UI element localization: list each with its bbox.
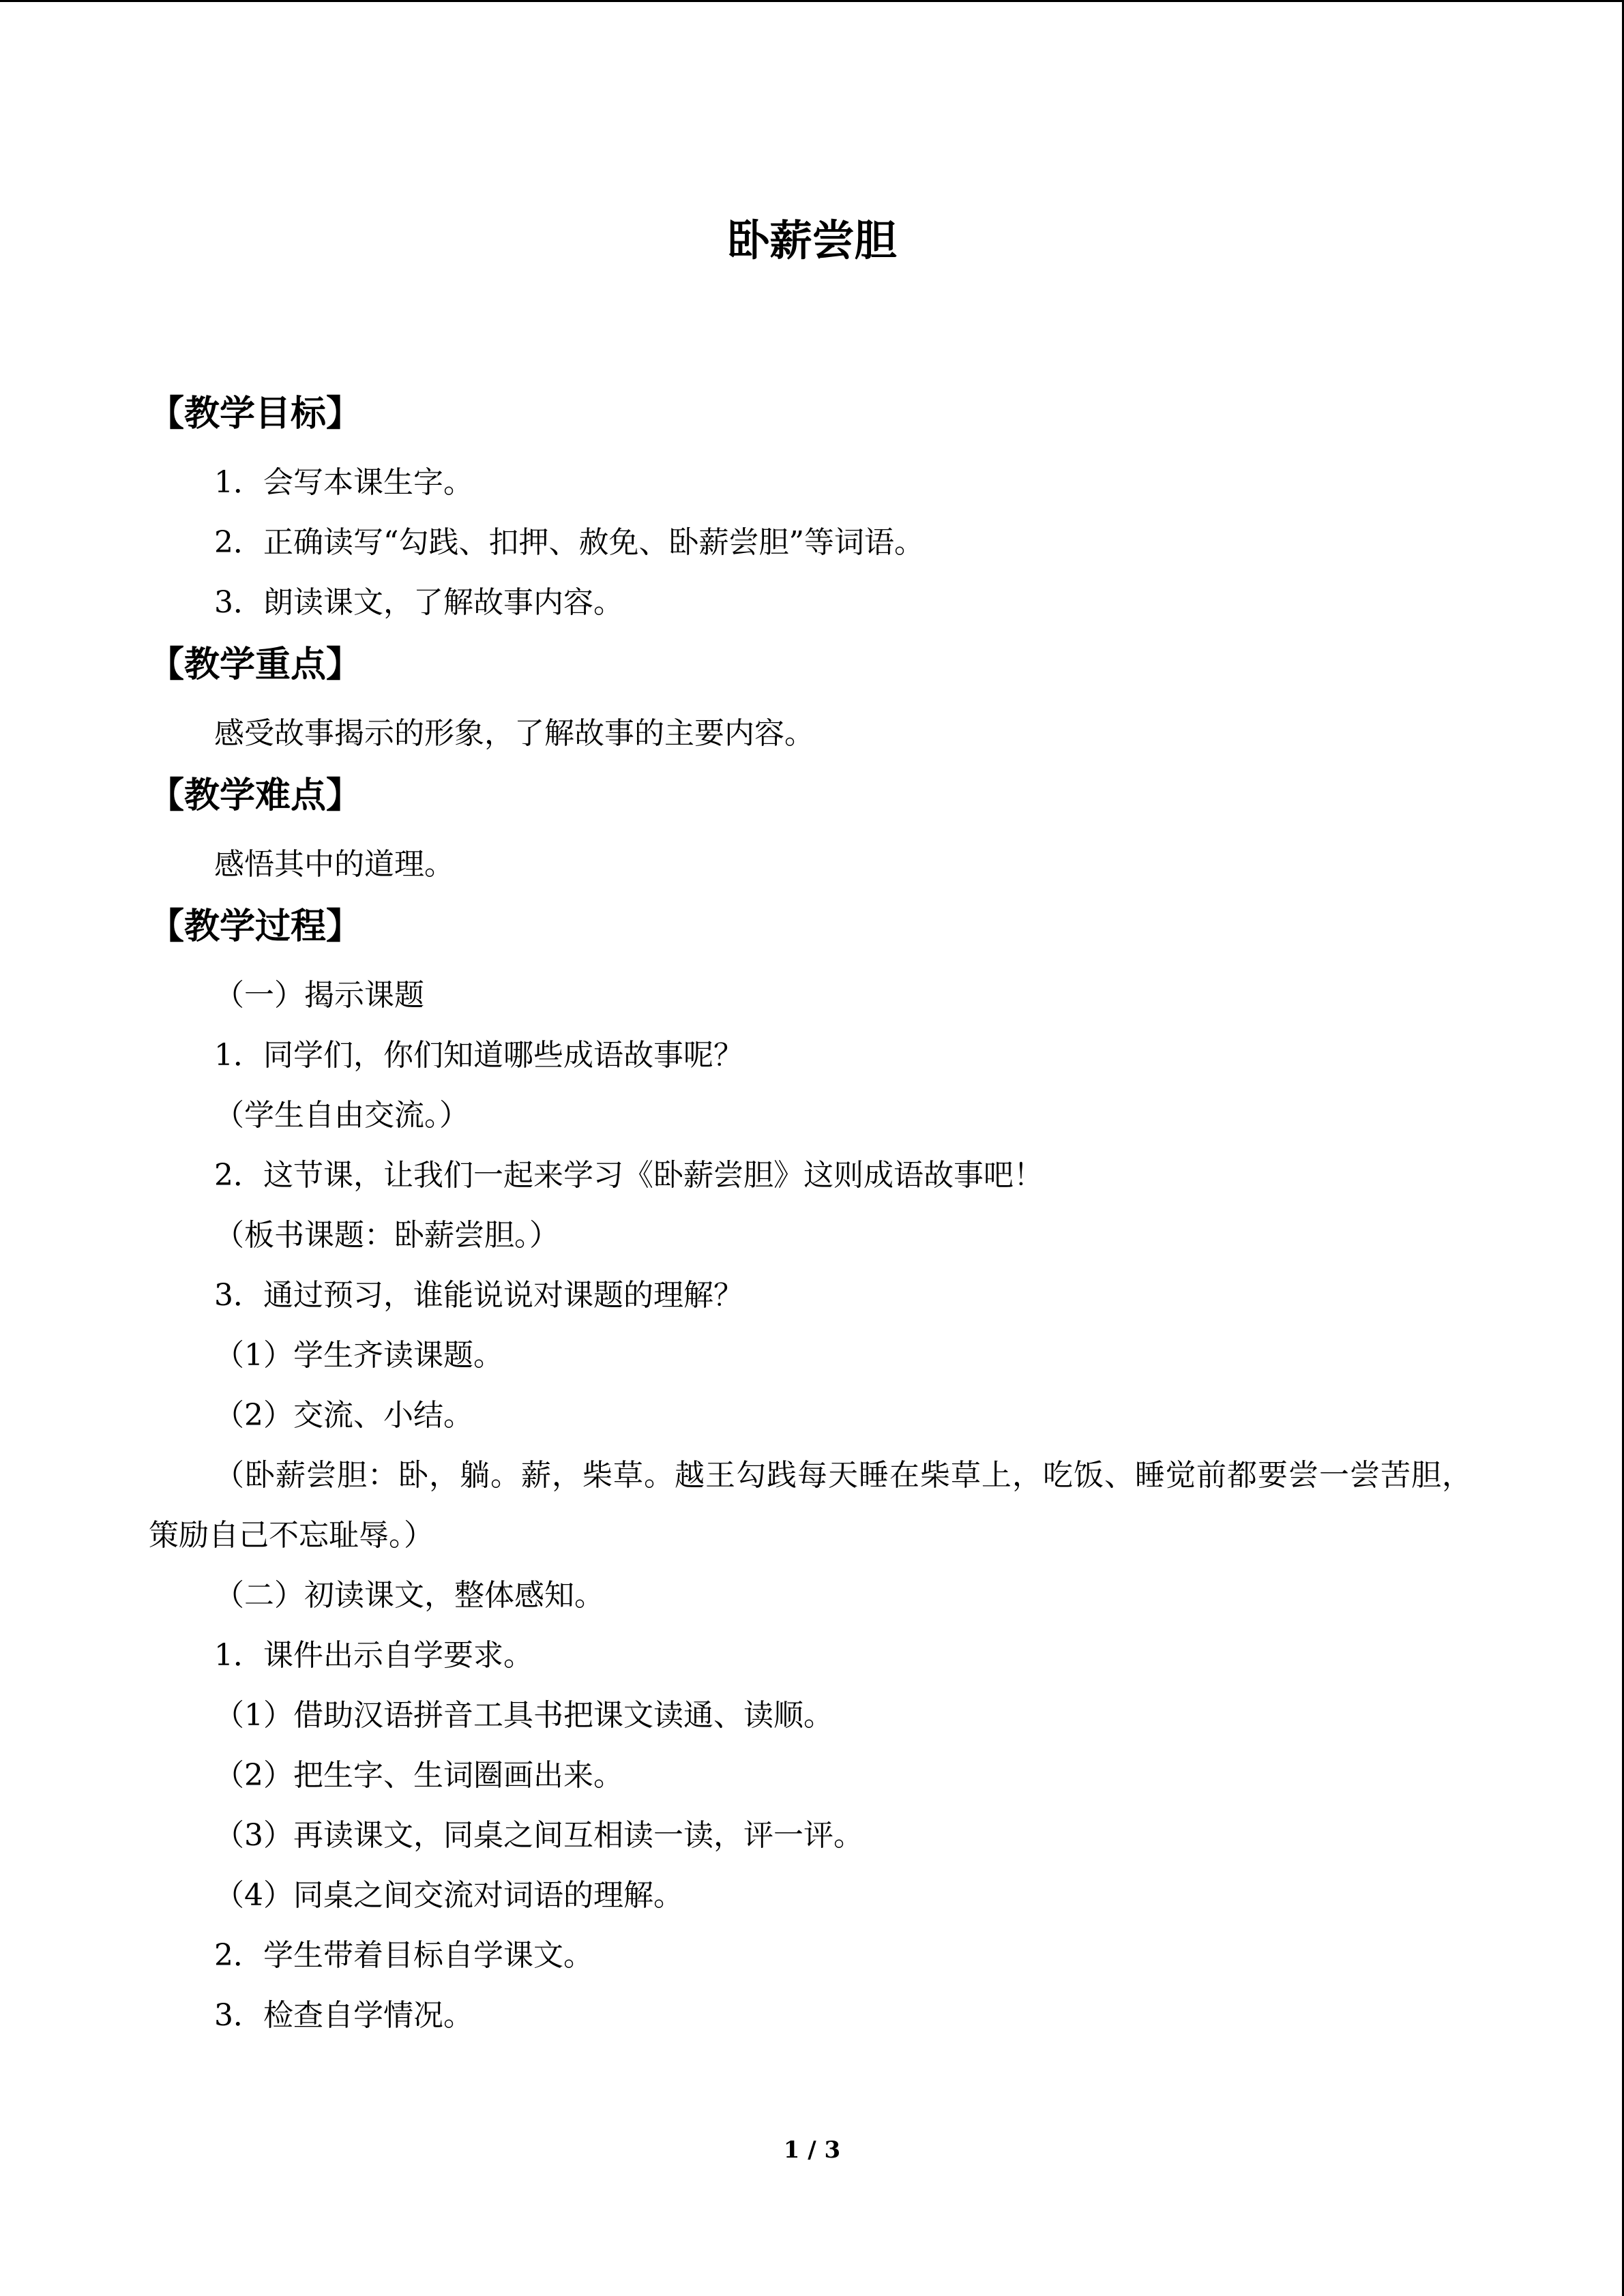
- paragraph: 3．通过预习，谁能说说对课题的理解？: [214, 1278, 743, 1313]
- paragraph: （3）再读课文，同桌之间互相读一读，评一评。: [214, 1818, 863, 1853]
- heading-gap: [149, 959, 1472, 966]
- page-border-top: [0, 0, 1624, 2]
- paragraph: 感悟其中的道理。: [214, 847, 454, 882]
- paragraph: 2．学生带着目标自学课文。: [214, 1938, 593, 1973]
- paragraph: （1）学生齐读课题。: [214, 1338, 503, 1373]
- paragraph: 3．朗读课文，了解故事内容。: [214, 585, 623, 620]
- paragraph: （一）揭示课题: [214, 978, 424, 1013]
- paragraph: 1．会写本课生字。: [214, 465, 473, 500]
- heading-gap: [149, 446, 1472, 453]
- paragraph: 感受故事揭示的形象，了解故事的主要内容。: [214, 716, 814, 751]
- paragraph: （4）同桌之间交流对词语的理解。: [214, 1878, 683, 1913]
- section-difficulties: [149, 764, 1472, 895]
- heading-gap: [149, 828, 1472, 835]
- paragraph: 1．同学们，你们知道哪些成语故事呢？: [214, 1038, 743, 1073]
- paragraph: （二）初读课文，整体感知。: [214, 1578, 604, 1613]
- paragraph: （2）把生字、生词圈画出来。: [214, 1758, 623, 1793]
- section-process: [149, 895, 1472, 2046]
- paragraph: 2．正确读写“勾践、扣押、赦免、卧薪尝胆”等词语。: [214, 525, 924, 560]
- paragraph: 1．课件出示自学要求。: [214, 1638, 533, 1673]
- section-heading-process: 【教学过程】: [149, 906, 362, 947]
- section-heading-objectives: 【教学目标】: [149, 393, 362, 434]
- document-title: 卧薪尝胆: [727, 215, 897, 265]
- paragraph: （板书课题：卧薪尝胆。）: [214, 1218, 559, 1253]
- paragraph: （卧薪尝胆：卧，躺。薪，柴草。越王勾践每天睡在柴草上，吃饭、睡觉前都要尝一尝苦胆，策励自己不忘耻辱。）: [149, 1458, 1472, 1553]
- paragraph: （1）借助汉语拼音工具书把课文读通、读顺。: [214, 1698, 833, 1733]
- page-number: 1 / 3: [783, 2136, 841, 2164]
- section-key-points: [149, 633, 1472, 764]
- paragraph: 2．这节课，让我们一起来学习《卧薪尝胆》这则成语故事吧！: [214, 1158, 1044, 1193]
- paragraph: （2）交流、小结。: [214, 1398, 473, 1433]
- section-heading-key-points: 【教学重点】: [149, 644, 362, 685]
- heading-gap: [149, 697, 1472, 704]
- document-body: [149, 382, 1472, 2046]
- section-objectives: [149, 382, 1472, 633]
- section-heading-difficulties: 【教学难点】: [149, 775, 362, 816]
- paragraph: （学生自由交流。）: [214, 1098, 469, 1133]
- paragraph: 3．检查自学情况。: [214, 1998, 473, 2033]
